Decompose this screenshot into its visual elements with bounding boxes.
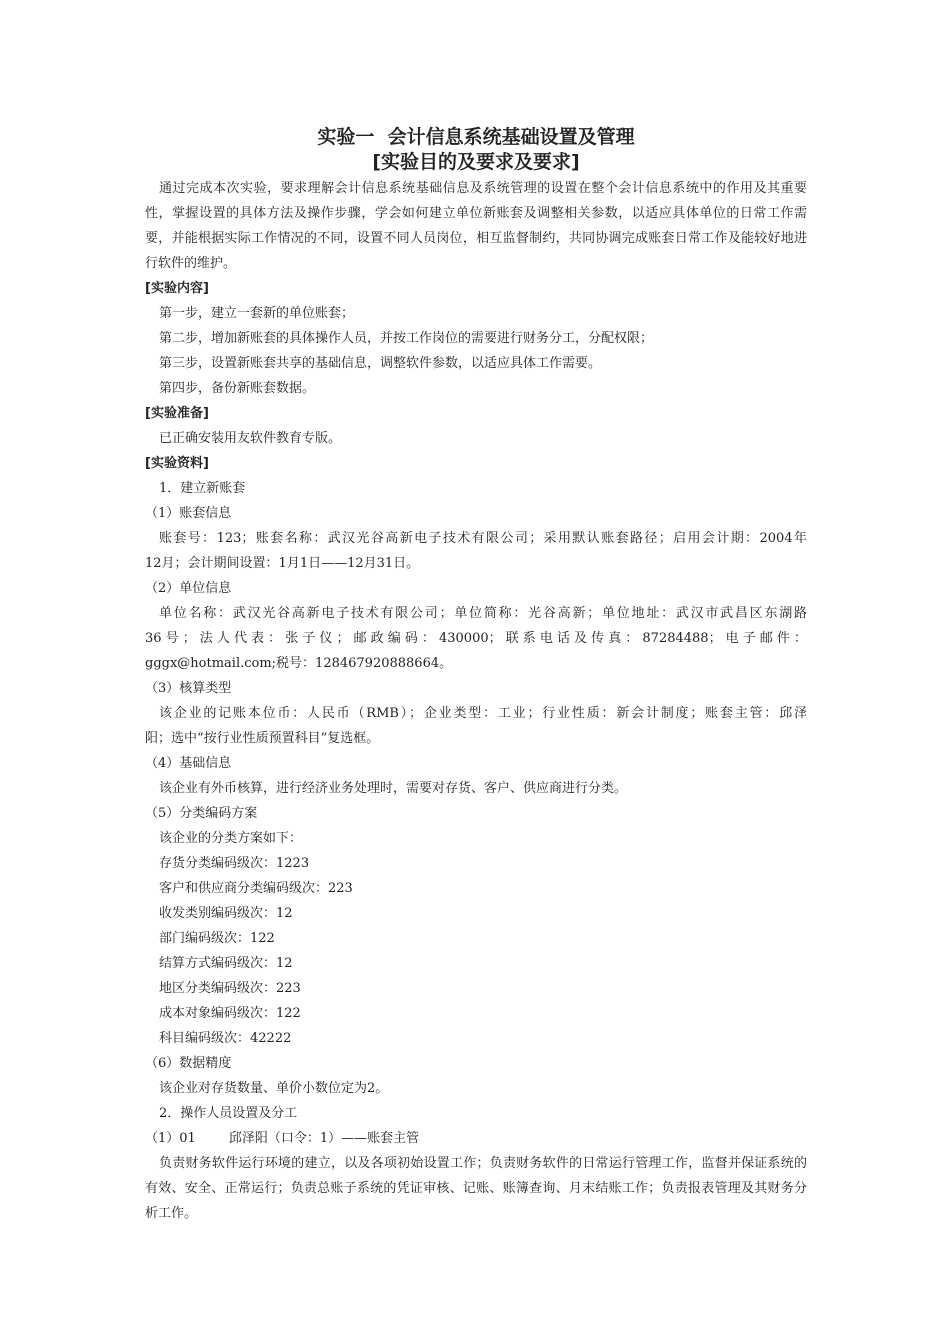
operator-1-title: （1）01 邱泽阳（口令：1）——账套主管 [145,1131,420,1146]
sub3-line-1: 该企业的记账本位币：人民币（RMB）；企业类型：工业；行业性质：新会计制度；账套主管：邱泽 [159,706,807,721]
coding-item: 存货分类编码级次：1223 [159,856,310,871]
sub1-line-2: 12月；会计期间设置：1月1日——12月31日。 [145,556,420,571]
step-item: 第二步，增加新账套的具体操作人员，并按工作岗位的需要进行财务分工，分配权限； [159,331,654,346]
sub3-line-2: 阳；选中“按行业性质预置科目”复选框。 [145,731,380,746]
sub4-text: 该企业有外币核算，进行经济业务处理时，需要对存货、客户、供应商进行分类。 [159,781,628,796]
sub5-title: （5）分类编码方案 [145,806,258,821]
materials-heading: [实验资料] [145,456,209,471]
operator-1-duties: 负责财务软件运行环境的建立，以及各项初始设置工作；负责财务软件的日常运行管理工作，监督并保证系统的有效、安全、正常运行；负责总账子系统的凭证审核、记账、账簿查询、月末结账工作；负责报表管理及其财务分析工作。 [145,1156,807,1221]
sub4-title: （4）基础信息 [145,756,232,771]
step-item: 第四步，备份新账套数据。 [159,381,316,396]
section-2-title: 2．操作人员设置及分工 [159,1106,298,1121]
sub2-title: （2）单位信息 [145,581,232,596]
coding-item: 该企业的分类方案如下： [159,831,303,846]
sub2-line-1: 单位名称：武汉光谷高新电子技术有限公司；单位简称：光谷高新；单位地址：武汉市武昌区东湖路 [159,606,807,621]
sub2-line-3: gggx@hotmail.com;税号：128467920888664。 [145,656,453,671]
coding-item: 结算方式编码级次：12 [159,956,293,971]
purpose-paragraph: 通过完成本次实验，要求理解会计信息系统基础信息及系统管理的设置在整个会计信息系统中的作用及其重要性，掌握设置的具体方法及操作步骤，学会如何建立单位新账套及调整相关参数，以适应具体单位的日常工作需要，并能根据实际工作情况的不同，设置不同人员岗位，相互监督制约，共同协调完成账套日常工作及能较好地进行软件的维护。 [145,181,807,271]
prep-text: 已正确安装用友软件教育专版。 [159,431,342,446]
coding-item: 科目编码级次：42222 [159,1031,292,1046]
page-subtitle: [实验目的及要求及要求] [372,151,580,173]
step-item: 第一步，建立一套新的单位账套； [159,306,355,321]
coding-item: 收发类别编码级次：12 [159,906,293,921]
coding-item: 客户和供应商分类编码级次：223 [159,881,353,896]
sub1-title: （1）账套信息 [145,506,232,521]
coding-item: 地区分类编码级次：223 [159,981,301,996]
page-title: 实验一 会计信息系统基础设置及管理 [317,126,635,148]
prep-heading: [实验准备] [145,406,209,421]
content-heading: [实验内容] [145,281,209,296]
document-body [145,124,807,1226]
sub3-title: （3）核算类型 [145,681,232,696]
step-item: 第三步，设置新账套共享的基础信息，调整软件参数，以适应具体工作需要。 [159,356,602,371]
coding-item: 部门编码级次：122 [159,931,275,946]
coding-item: 成本对象编码级次：122 [159,1006,301,1021]
sub2-line-2: 36号；法人代表：张子仪；邮政编码：430000；联系电话及传真：87284488；电子邮件： [145,631,807,646]
sub6-title: （6）数据精度 [145,1056,232,1071]
section-1-title: 1．建立新账套 [159,481,246,496]
sub6-text: 该企业对存货数量、单价小数位定为2。 [159,1081,389,1096]
sub1-line-1: 账套号：123；账套名称：武汉光谷高新电子技术有限公司；采用默认账套路径；启用会计期：2004年 [159,531,807,546]
